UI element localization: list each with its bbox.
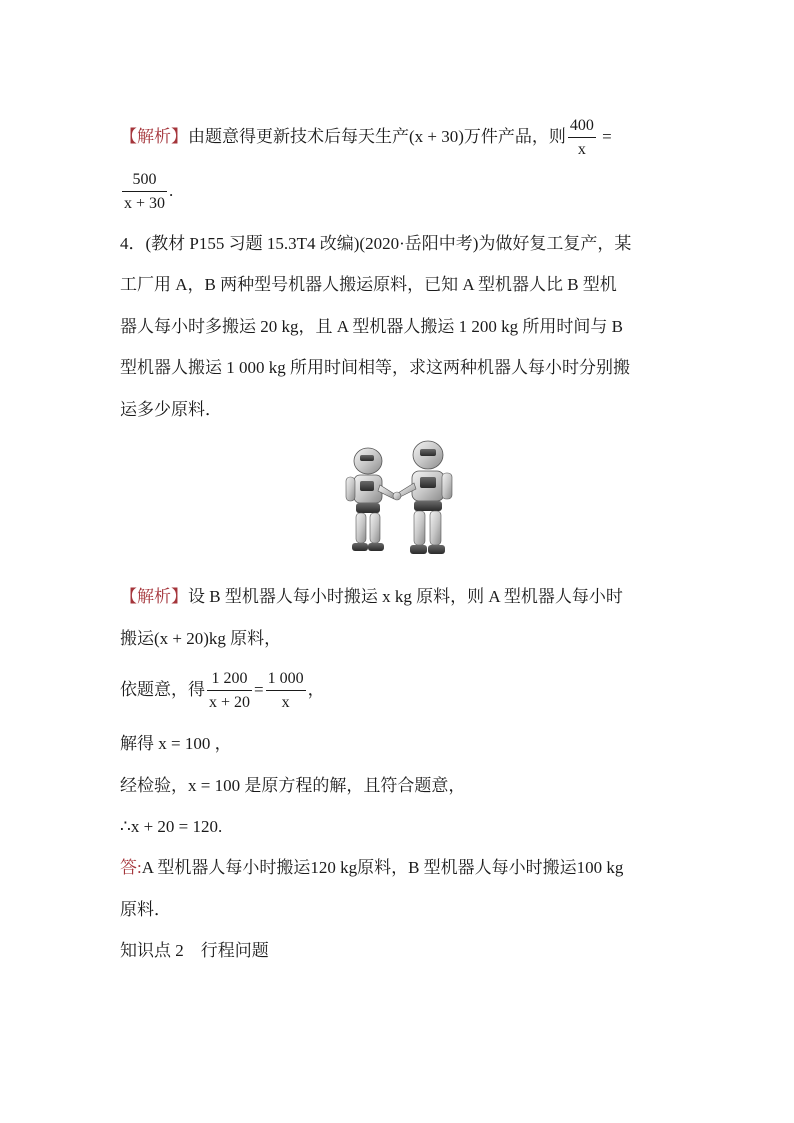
question-line-1: 4．(教材 P155 习题 15.3T4 改编)(2020·岳阳中考)为做好复工复产，某 <box>120 234 632 253</box>
solution-line-6: ∴x + 20 = 120. <box>120 817 223 836</box>
solution-line-4: 解得 x = 100 ， <box>120 734 232 753</box>
equals-sign: = <box>602 126 612 146</box>
left-robot <box>346 448 396 551</box>
equation-suffix: ， <box>307 679 325 699</box>
analysis-text: 由题意得更新技术后每天生产(x + 30)万件产品，则 <box>188 126 566 146</box>
question-line-4: 型机器人搬运 1 000 kg 所用时间相等，求这两种机器人每小时分别搬 <box>120 358 630 377</box>
solution-line-2: 搬运(x + 20)kg 原料， <box>120 629 282 648</box>
robots-handshake-image <box>340 435 456 561</box>
analysis-tag: 【解析】 <box>120 126 188 146</box>
solution-line-1 <box>120 586 623 608</box>
solution-fraction-line <box>120 170 173 214</box>
fraction-500-over-x-plus-30: $\frac{500}{x + 30}$ <box>124 171 166 212</box>
solution-line-5: 经检验，x = 100 是原方程的解，且符合题意， <box>120 776 466 795</box>
solution-equation-line <box>120 669 325 713</box>
solution-intro-line <box>120 116 612 160</box>
answer-line-1 <box>120 857 623 879</box>
fraction-1000-over-x: $\frac{1 000}{x}$ <box>267 670 304 711</box>
handshake <box>393 492 401 500</box>
analysis-tag-2: 【解析】 <box>120 587 188 606</box>
question-line-2: 工厂用 A，B 两种型号机器人搬运原料，已知 A 型机器人比 B 型机 <box>120 275 617 294</box>
question-line-5: 运多少原料． <box>120 400 222 419</box>
fraction-1200-over-x-plus-20: $\frac{1 200}{x + 20}$ <box>209 670 251 711</box>
period: . <box>169 180 174 200</box>
question-line-3: 器人每小时多搬运 20 kg，且 A 型机器人搬运 1 200 kg 所用时间与 B <box>120 317 623 336</box>
solution-text-1: 设 B 型机器人每小时搬运 x kg 原料，则 A 型机器人每小时 <box>188 587 623 606</box>
answer-tag: 答: <box>120 858 142 877</box>
knowledge-point-heading: 知识点 2 行程问题 <box>120 941 269 960</box>
answer-text-1: A 型机器人每小时搬运120 kg原料，B 型机器人每小时搬运100 kg <box>141 858 624 877</box>
equals-sign-2: = <box>254 679 264 699</box>
fraction-400-over-x: $\frac{400}{x}$ <box>569 117 594 158</box>
right-robot <box>398 441 452 554</box>
answer-line-2: 原料． <box>120 900 171 919</box>
equation-prefix: 依题意，得 <box>120 679 205 699</box>
